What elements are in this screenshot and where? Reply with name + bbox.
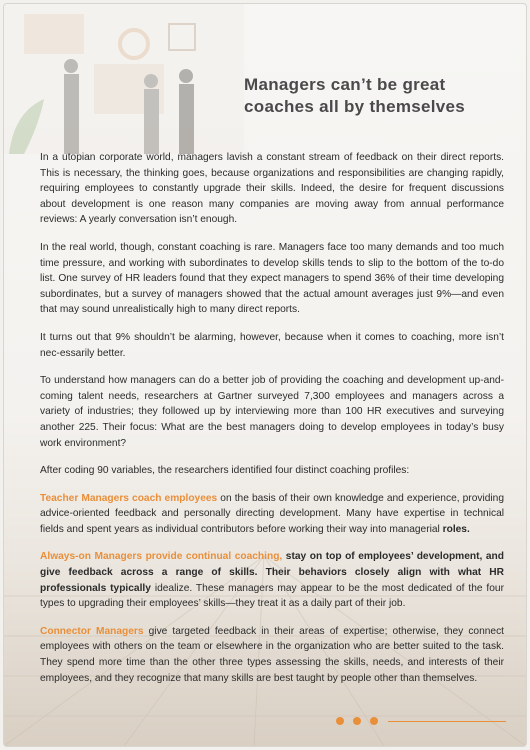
footer-line <box>388 721 506 722</box>
always-on-managers-text: idealize. These managers may appear to be the most dedicated of the four types to upgrading their employees’ skills—they treat it as a daily part of their job. <box>40 582 504 610</box>
page-frame <box>3 3 527 747</box>
always-on-managers-strong-text: stay on top of employees’ development, and give feedback across a range of skills. Their behaviors closely align with what HR professionals typically <box>40 551 504 594</box>
paragraph-teacher-managers <box>40 491 504 538</box>
page-title <box>244 74 514 118</box>
paragraph-research: To understand how managers can do a better job of providing the coaching and development up-and-coming talent needs, researchers at Gartner surveyed 7,300 employees and managers across a variety of industries; they followed up by interviewing more than 100 HR executives and surveying another 225. Their focus: What are the best managers doing to develop employees in today’s busy work environment? <box>40 375 504 449</box>
connector-managers-heading: Connector Managers <box>40 625 144 637</box>
footer-dot <box>353 717 361 725</box>
connector-managers-text: give targeted feedback in their areas of expertise; otherwise, they connect employees with others on the team or elsewhere in the organization who are better suited to the task. They spend more time than the other three types assessing the skills, needs, and interests of their employees, and they recognize that many skills are best taught by people other than themselves. <box>40 625 504 684</box>
always-on-managers-heading: Always-on Managers provide continual coaching, <box>40 551 283 563</box>
footer-dot <box>370 717 378 725</box>
paragraph-real-world: In the real world, though, constant coaching is rare. Managers face too many demands and too much time pressure, and working with subordinates to develop skills tends to slip to the bottom of the to-do list. One survey of HR leaders found that they expect managers to spend 36% of their time developing subordinates, but a survey of managers showed that the actual amount averages just 9%—and even that may sound unrealistically high to many direct reports. <box>40 241 504 316</box>
paragraph-intro: In a utopian corporate world, managers lavish a constant stream of feedback on their direct reports. This is necessary, the thinking goes, because organizations and responsibilities are changing rapidly, requiring employees to constantly upgrade their skills. Indeed, the desire for frequent discussions about development is one reason many companies are moving away from annual performance reviews: A yearly conversation isn’t enough. <box>40 152 504 226</box>
teacher-managers-text: on the basis of their own knowledge and experience, providing advice-oriented feedback and personally directing development. Many have expertise in technical fields and spent years as individual contributors before working their way into managerial <box>40 492 504 535</box>
title-line-2: coaches all by themselves <box>244 97 466 116</box>
title-line-1: Managers can’t be great <box>244 75 446 94</box>
footer-dots <box>336 717 378 725</box>
office-people-illustration <box>4 4 244 154</box>
footer-dot <box>336 717 344 725</box>
teacher-managers-heading: Teacher Managers coach employees <box>40 492 218 504</box>
article-body <box>40 150 504 698</box>
paragraph-profiles-intro: After coding 90 variables, the researchers identified four distinct coaching profiles: <box>40 465 410 477</box>
teacher-managers-end: roles. <box>442 523 470 535</box>
paragraph-nine-percent: It turns out that 9% shouldn’t be alarming, however, because when it comes to coaching, more isn’t nec-essarily better. <box>40 331 504 359</box>
paragraph-connector-managers <box>40 624 504 686</box>
paragraph-always-on-managers <box>40 549 504 611</box>
